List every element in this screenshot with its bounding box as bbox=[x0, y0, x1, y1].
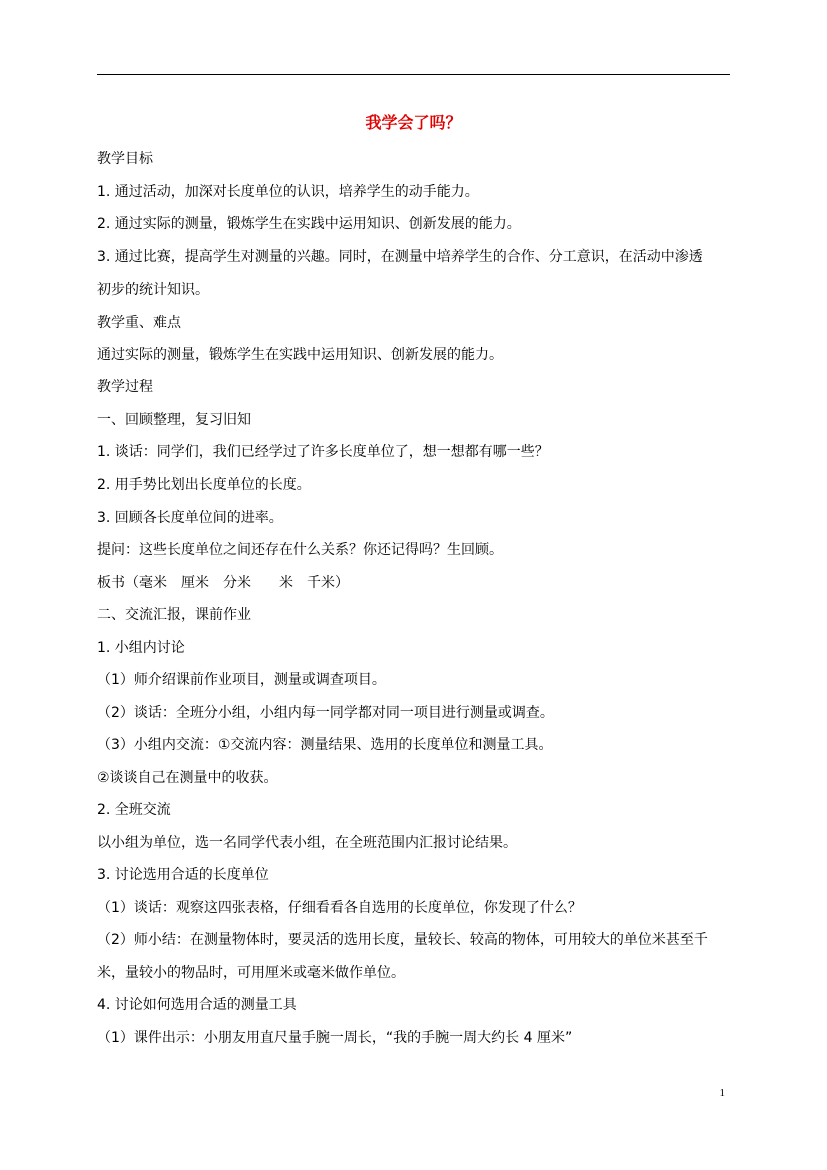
text-line: 3. 通过比赛，提高学生对测量的兴趣。同时，在测量中培养学生的合作、分工意识，在活动中渗透 bbox=[97, 249, 703, 265]
text-line: 1. 通过活动，加深对长度单位的认识，培养学生的动手能力。 bbox=[97, 184, 479, 200]
page-title: 我学会了吗？ bbox=[365, 113, 462, 132]
text-line: 通过实际的测量，锻炼学生在实践中运用知识、创新发展的能力。 bbox=[97, 347, 503, 363]
text-line: ②谈谈自己在测量中的收获。 bbox=[97, 770, 278, 786]
text-line: （1）谈话：观察这四张表格，仔细看看各自选用的长度单位，你发现了什么？ bbox=[97, 900, 582, 916]
text-line: 一、回顾整理，复习旧知 bbox=[97, 412, 251, 428]
text-line: （3）小组内交流：①交流内容：测量结果、选用的长度单位和测量工具。 bbox=[97, 737, 553, 753]
text-line: 1. 谈话：同学们，我们已经学过了许多长度单位了，想一想都有哪一些？ bbox=[97, 444, 549, 460]
text-line: 4. 讨论如何选用合适的测量工具 bbox=[97, 997, 297, 1013]
header-rule bbox=[97, 74, 730, 75]
text-line: 2. 用手势比划出长度单位的长度。 bbox=[97, 477, 311, 493]
text-line: 板书（毫米 厘米 分米 米 千米） bbox=[97, 575, 349, 591]
text-line: 米，量较小的物品时，可用厘米或毫米做作单位。 bbox=[97, 965, 405, 981]
text-line: 3. 讨论选用合适的长度单位 bbox=[97, 867, 269, 883]
text-line: 2. 通过实际的测量，锻炼学生在实践中运用知识、创新发展的能力。 bbox=[97, 216, 521, 232]
text-line: 教学目标 bbox=[97, 151, 153, 167]
text-line: 教学重、难点 bbox=[97, 315, 181, 331]
text-line: 以小组为单位，选一名同学代表小组，在全班范围内汇报讨论结果。 bbox=[97, 835, 517, 851]
text-line: 提问：这些长度单位之间还存在什么关系？你还记得吗？生回顾。 bbox=[97, 542, 503, 558]
text-line: （2）师小结：在测量物体时，要灵活的选用长度，量较长、较高的物体，可用较大的单位米甚至千 bbox=[97, 932, 708, 948]
text-line: （2）谈话：全班分小组，小组内每一同学都对同一项目进行测量或调查。 bbox=[97, 705, 554, 721]
text-line: （1）师介绍课前作业项目，测量或调查项目。 bbox=[97, 672, 386, 688]
text-line: 1. 小组内讨论 bbox=[97, 640, 185, 656]
page-number: 1 bbox=[719, 1087, 725, 1099]
text-line: 3. 回顾各长度单位间的进率。 bbox=[97, 510, 283, 526]
text-line: 2. 全班交流 bbox=[97, 802, 171, 818]
text-line: 教学过程 bbox=[97, 379, 153, 395]
text-line: （1）课件出示：小朋友用直尺量手腕一周长，“我的手腕一周大约长 4 厘米” bbox=[97, 1030, 573, 1046]
text-line: 初步的统计知识。 bbox=[97, 282, 209, 298]
text-line: 二、交流汇报，课前作业 bbox=[97, 607, 251, 623]
